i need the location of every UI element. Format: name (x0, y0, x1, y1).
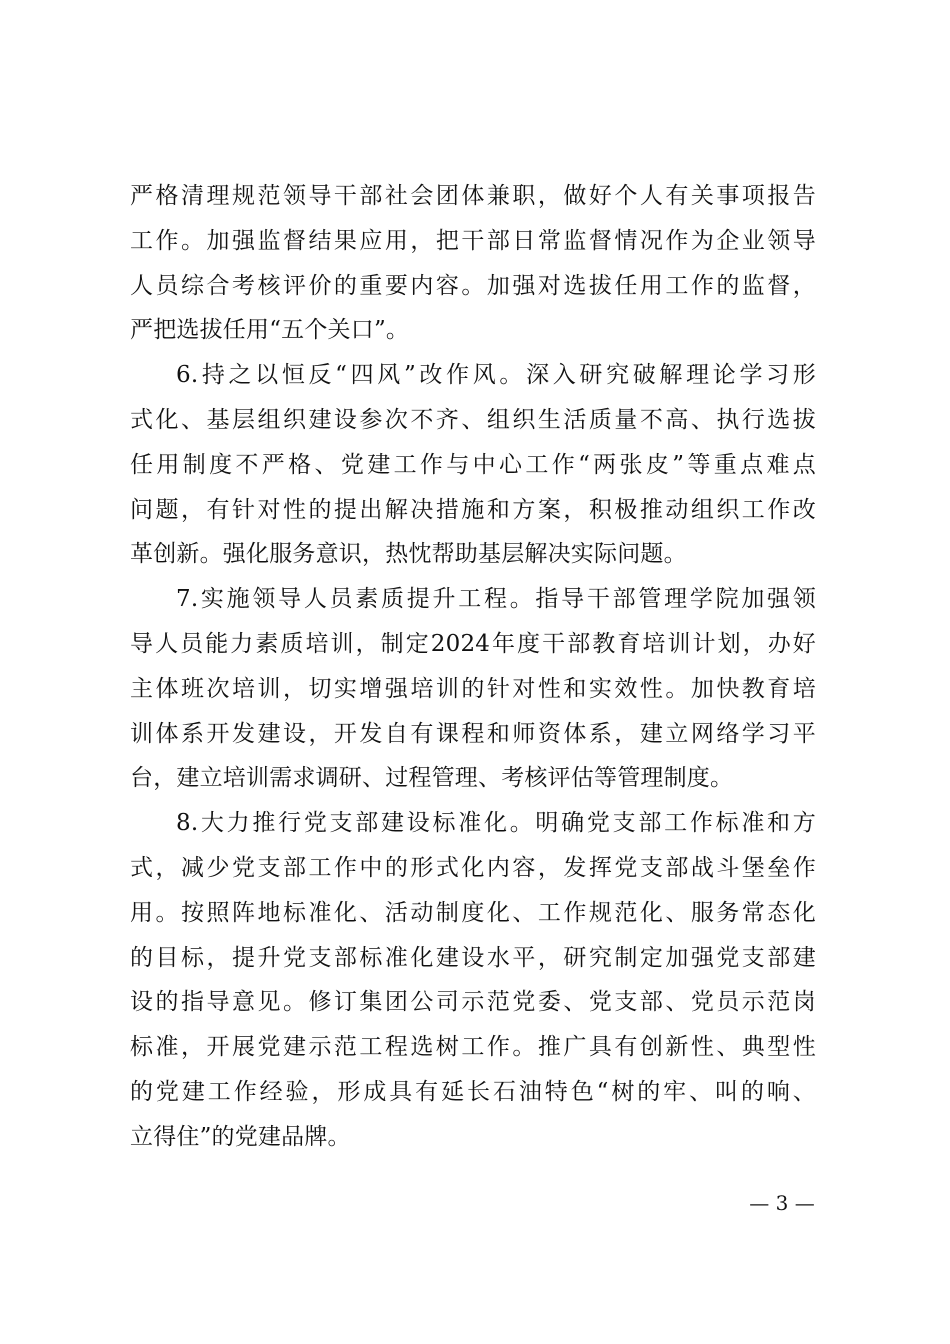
text-line: 革创新。强化服务意识，热忱帮助基层解决实际问题。 (130, 541, 687, 568)
text-line: 严把选拔任用“五个关口”。 (130, 317, 410, 344)
text-line: 工作。加强监督结果应用，把干部日常监督情况作为企业领导 (130, 227, 816, 254)
page-number: — 3 — (749, 1191, 815, 1215)
document-body (130, 174, 816, 1160)
text-line: 立得住”的党建品牌。 (130, 1123, 351, 1150)
text-line: 设的指导意见。修订集团公司示范党委、党支部、党员示范岗 (130, 989, 816, 1016)
text-line: 的目标，提升党支部标准化建设水平，研究制定加强党支部建 (130, 944, 816, 971)
text-line: 式，减少党支部工作中的形式化内容，发挥党支部战斗堡垒作 (130, 854, 816, 881)
paragraph (130, 174, 816, 353)
text-line: 式化、基层组织建设参次不齐、组织生活质量不高、执行选拔 (130, 406, 816, 433)
text-line: 7.实施领导人员素质提升工程。指导干部管理学院加强领 (176, 586, 816, 613)
text-line: 标准，开展党建示范工程选树工作。推广具有创新性、典型性 (130, 1034, 816, 1061)
text-line: 导人员能力素质培训，制定2024年度干部教育培训计划，办好 (130, 630, 816, 657)
text-line: 主体班次培训，切实增强培训的针对性和实效性。加快教育培 (130, 675, 816, 702)
text-line: 的党建工作经验，形成具有延长石油特色“树的牢、叫的响、 (130, 1078, 816, 1105)
text-line: 人员综合考核评价的重要内容。加强对选拔任用工作的监督， (130, 272, 816, 299)
text-line: 用。按照阵地标准化、活动制度化、工作规范化、服务常态化 (130, 899, 816, 926)
text-line: 台，建立培训需求调研、过程管理、考核评估等管理制度。 (130, 765, 734, 792)
text-line: 任用制度不严格、党建工作与中心工作“两张皮”等重点难点 (130, 451, 816, 478)
text-line: 8.大力推行党支部建设标准化。明确党支部工作标准和方 (176, 810, 816, 837)
text-line: 问题，有针对性的提出解决措施和方案，积极推动组织工作改 (130, 496, 816, 523)
paragraph (130, 353, 816, 577)
paragraph (130, 577, 816, 801)
text-line: 训体系开发建设，开发自有课程和师资体系，建立网络学习平 (130, 720, 816, 747)
text-line: 严格清理规范领导干部社会团体兼职，做好个人有关事项报告 (130, 183, 816, 209)
paragraph (130, 801, 816, 1159)
text-line: 6.持之以恒反“四风”改作风。深入研究破解理论学习形 (176, 362, 816, 389)
